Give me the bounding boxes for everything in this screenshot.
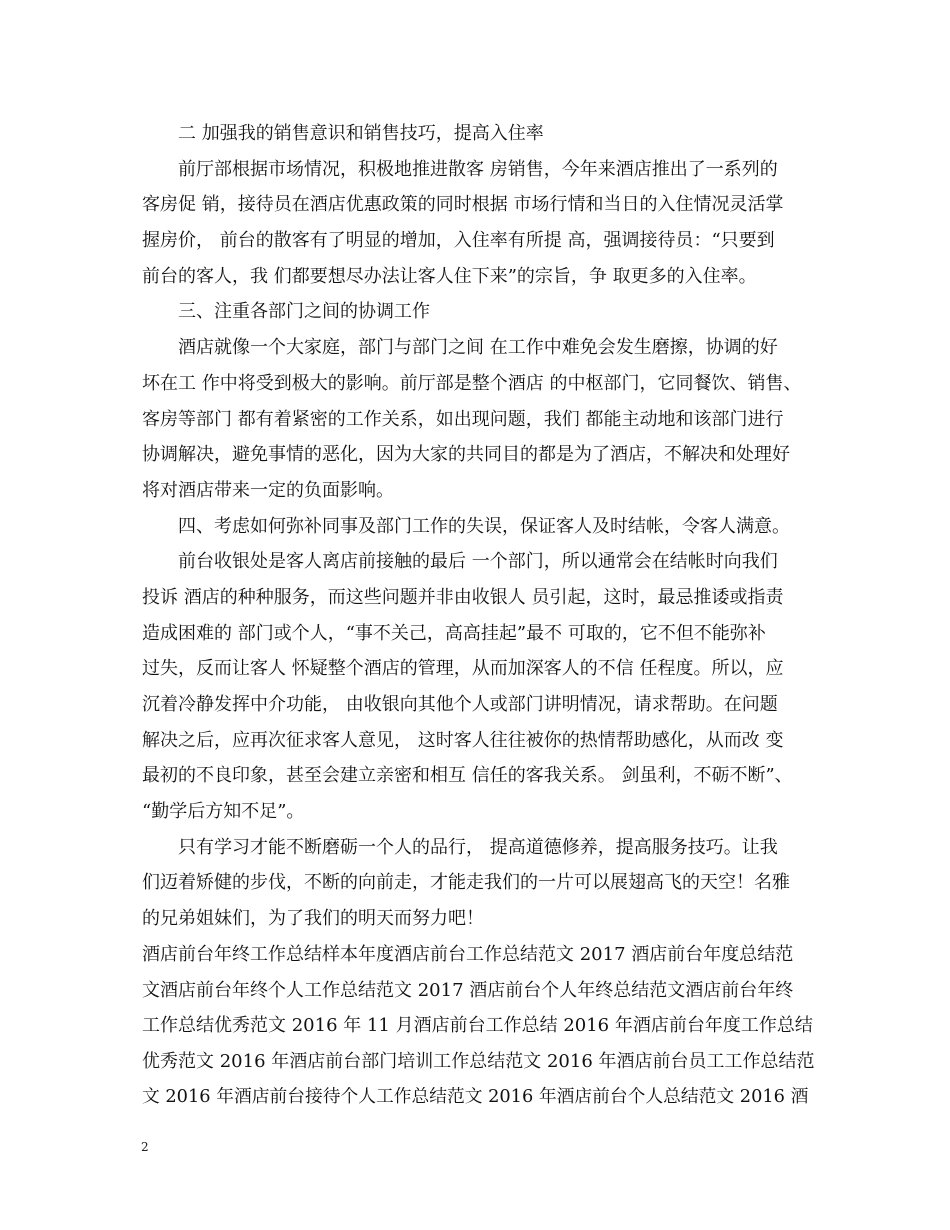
text-line: 文 2016 年酒店前台接待个人工作总结范文 2016 年酒店前台个人总结范文 2016 酒 (142, 1086, 809, 1107)
text-line: 们迈着矫健的步伐，不断的向前走，才能走我们的一片可以展翅高飞的天空！名雅 (142, 872, 790, 894)
document-body (142, 116, 814, 1115)
text-line: 坏在工 作中将受到极大的影响。前厅部是整个酒店 的中枢部门，它同餐饮、销售、 (142, 372, 802, 394)
text-line: 优秀范文 2016 年酒店前台部门培训工作总结范文 2016 年酒店前台员工工作总结范 (142, 1050, 815, 1072)
text-line: 工作总结优秀范文 2016 年 11 月酒店前台工作总结 2016 年酒店前台年度工作总结 (142, 1015, 813, 1037)
text-line: 客房促 销，接待员在酒店优惠政策的同时根据 市场行情和当日的入住情况灵活掌 (142, 194, 784, 216)
text-line: 前台的客人，我 们都要想尽办法让客人住下来”的宗旨，争 取更多的入住率。 (142, 265, 757, 287)
text-line: 协调解决，避免事情的恶化，因为大家的共同目的都是为了酒店，不解决和处理好 (142, 444, 790, 466)
text-line: 酒店就像一个大家庭，部门与部门之间 在工作中难免会发生磨擦，协调的好 (178, 337, 778, 359)
text-line: 文酒店前台年终个人工作总结范文 2017 酒店前台个人年终总结范文酒店前台年终 (142, 979, 794, 1001)
text-line: 前厅部根据市场情况，积极地推进散客 房销售，今年来酒店推出了一系列的 (178, 158, 778, 180)
text-line: 酒店前台年终工作总结样本年度酒店前台工作总结范文 2017 酒店前台年度总结范 (142, 943, 794, 965)
text-line: 只有学习才能不断磨砺一个人的品行， 提高道德修养，提高服务技巧。让我 (178, 836, 778, 858)
text-line: 沉着冷静发挥中介功能， 由收银向其他个人或部门讲明情况，请求帮助。在问题 (142, 694, 778, 715)
text-line: 投诉 酒店的种种服务，而这些问题并非由收银人 员引起，这时，最忌推诿或指责 (142, 586, 784, 608)
text-line: “勤学后方知不足”。 (142, 801, 305, 823)
text-line: 四、考虑如何弥补同事及部门工作的失误，保证客人及时结帐，令客人满意。 (178, 515, 790, 537)
text-line: 客房等部门 都有着紧密的工作关系，如出现问题，我们 都能主动地和该部门进行 (142, 408, 784, 430)
text-line: 解决之后，应再次征求客人意见， 这时客人往往被你的热情帮助感化，从而改 变 (142, 729, 784, 751)
text-line: 三、注重各部门之间的协调工作 (178, 301, 430, 323)
text-line: 过失，反而让客人 怀疑整个酒店的管理，从而加深客人的不信 任程度。所以，应 (142, 658, 784, 680)
text-line: 将对酒店带来一定的负面影响。 (142, 479, 394, 501)
text-line: 前台收银处是客人离店前接触的最后 一个部门，所以通常会在结帐时向我们 (178, 551, 778, 573)
page-number: 2 (141, 1140, 149, 1154)
text-line: 造成困难的 部门或个人，“事不关己，高高挂起”最不 可取的，它不但不能弥补 (142, 622, 766, 644)
text-line: 二 加强我的销售意识和销售技巧，提高入住率 (178, 123, 544, 144)
text-line: 握房价， 前台的散客有了明显的增加，入住率有所提 高，强调接待员：“只要到 (142, 230, 775, 252)
text-line: 的兄弟姐妹们，为了我们的明天而努力吧！ (142, 908, 484, 930)
text-line: 最初的不良印象，甚至会建立亲密和相互 信任的客我关系。 剑虽利，不砺不断”、 (142, 765, 793, 787)
